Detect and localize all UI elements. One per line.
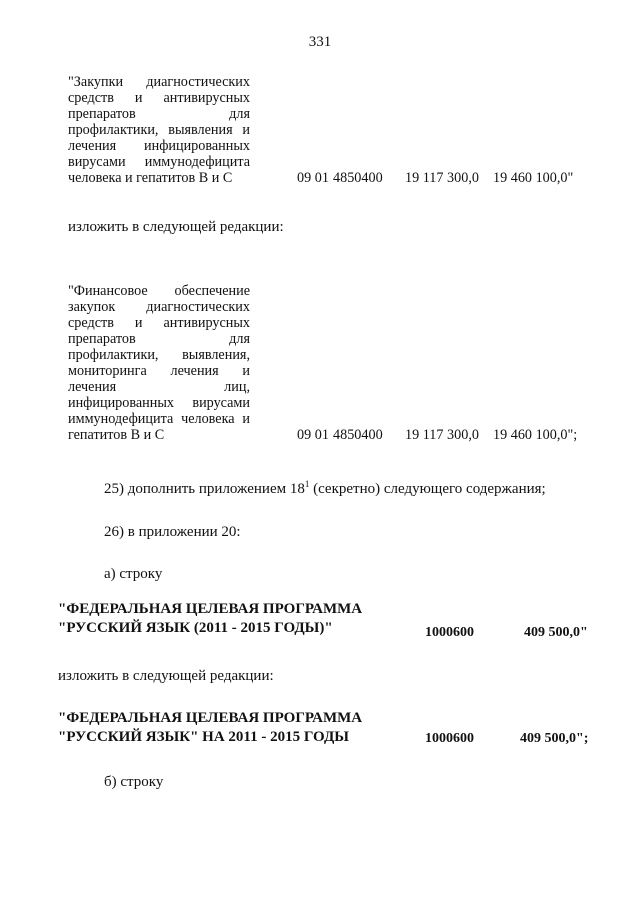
program1-line2: "РУССКИЙ ЯЗЫК (2011 - 2015 ГОДЫ)" <box>58 620 333 636</box>
program1-code: 1000600 <box>425 625 474 640</box>
item-26: 26) в приложении 20: <box>104 524 241 540</box>
program2-line1: "ФЕДЕРАЛЬНАЯ ЦЕЛЕВАЯ ПРОГРАММА <box>58 710 363 726</box>
block2-description <box>68 283 250 443</box>
block2-line: гепатитов В и С <box>68 427 165 443</box>
block1-value2: 19 460 100,0" <box>493 170 574 186</box>
block2-value1: 19 117 300,0 <box>405 427 479 443</box>
block2-line: препаратов для <box>68 331 250 347</box>
block1-line: человека и гепатитов В и С <box>68 170 233 186</box>
program1-value: 409 500,0" <box>524 625 588 640</box>
block2-line: средств и антивирусных <box>68 315 250 331</box>
block2-line: закупок диагностических <box>68 299 250 315</box>
item-25 <box>104 481 546 498</box>
block1-line: средств и антивирусных <box>68 90 250 106</box>
item-25-text-rest: (секретно) следующего содержания; <box>309 481 546 497</box>
item-a: а) строку <box>104 566 163 582</box>
item-25-superscript: 1 <box>304 479 310 489</box>
block2-line: иммунодефицита человека и <box>68 411 250 427</box>
block1-description <box>68 74 250 186</box>
block1-line: препаратов для <box>68 106 250 122</box>
block2-line: профилактики, выявления, <box>68 347 250 363</box>
block1-value1: 19 117 300,0 <box>405 170 479 186</box>
block2-line: мониторинга лечения и <box>68 363 250 379</box>
program2-line2: "РУССКИЙ ЯЗЫК" НА 2011 - 2015 ГОДЫ <box>58 729 349 745</box>
block2-line: инфицированных вирусами <box>68 395 250 411</box>
block1-line: "Закупки диагностических <box>68 74 250 90</box>
program2-code: 1000600 <box>425 731 474 746</box>
block2-section: 09 01 <box>297 427 329 443</box>
block1-code: 4850400 <box>333 170 383 186</box>
edit-intro-1: изложить в следующей редакции: <box>68 219 284 235</box>
block1-section: 09 01 <box>297 170 329 186</box>
program1-line1: "ФЕДЕРАЛЬНАЯ ЦЕЛЕВАЯ ПРОГРАММА <box>58 601 363 617</box>
block1-line: лечения инфицированных <box>68 138 250 154</box>
block2-line: "Финансовое обеспечение <box>68 283 250 299</box>
item-b: б) строку <box>104 774 164 790</box>
block2-value2: 19 460 100,0"; <box>493 427 578 443</box>
item-25-text: 25) дополнить приложением 18 <box>104 481 305 497</box>
page-number: 331 <box>308 34 332 50</box>
edit-intro-2: изложить в следующей редакции: <box>58 668 274 684</box>
block1-line: профилактики, выявления и <box>68 122 250 138</box>
block2-line: лечения лиц, <box>68 379 250 395</box>
program2-value: 409 500,0"; <box>520 731 589 746</box>
block1-line: вирусами иммунодефицита <box>68 154 250 170</box>
block2-code: 4850400 <box>333 427 383 443</box>
